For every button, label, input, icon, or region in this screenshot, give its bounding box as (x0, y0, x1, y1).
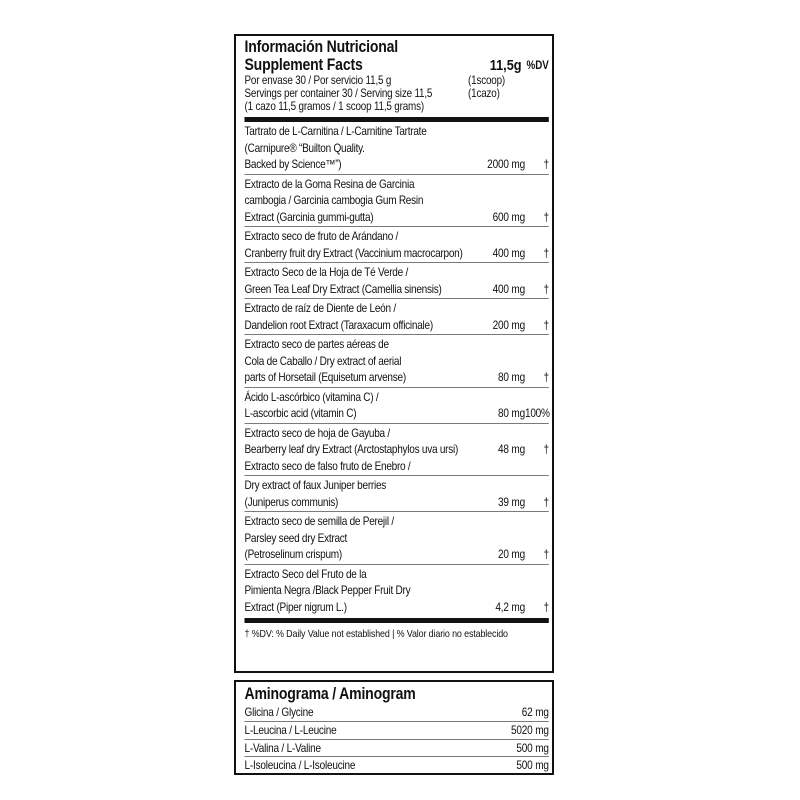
ingredient-name-text: Tartrato de L-Carnitina / L-Carnitine Tartrate (244, 124, 427, 139)
ingredient-line (245, 389, 549, 406)
ingredients-list (245, 122, 549, 616)
ingredient-daily-value: † (543, 494, 549, 509)
ingredient-name-text: Green Tea Leaf Dry Extract (Camellia sinensis) (244, 281, 442, 296)
ingredient-daily-value: † (543, 245, 549, 260)
panel-title-spanish: Información Nutricional (244, 38, 399, 56)
daily-value-footnote: † %DV: % Daily Value not established | % Valor diario no establecido (244, 628, 508, 641)
scoop-note: (1scoop) (468, 73, 506, 87)
aminogram-row (245, 721, 549, 739)
scoop-note: (1cazo) (468, 86, 500, 100)
ingredient-row (245, 226, 549, 262)
ingredient-line (245, 192, 549, 209)
ingredient-name-text: Extracto Seco del Fruto de la (244, 566, 367, 581)
ingredient-amount: 400 mg (492, 245, 525, 260)
serving-info-text: Por envase 30 / Por servicio 11,5 g (244, 73, 392, 87)
serving-info-line (245, 100, 549, 113)
amino-amount: 500 mg (516, 740, 549, 755)
ingredient-daily-value: 100% (525, 406, 550, 421)
ingredient-line (245, 369, 549, 386)
ingredient-amount: 80 mg (497, 370, 525, 385)
ingredient-name-text: Extracto seco de partes aéreas de (244, 337, 389, 352)
ingredient-daily-value: † (543, 547, 549, 562)
ingredient-row (245, 511, 549, 564)
ingredient-daily-value: † (543, 281, 549, 296)
ingredient-amount: 200 mg (492, 317, 525, 332)
ingredient-daily-value: † (543, 157, 549, 172)
ingredient-line (245, 599, 549, 616)
ingredient-name-text: Pimienta Negra /Black Pepper Fruit Dry (244, 583, 411, 598)
ingredient-line (245, 176, 549, 193)
ingredient-daily-value: † (543, 599, 549, 614)
serving-info-line (245, 87, 549, 100)
ingredient-row (245, 475, 549, 511)
ingredient-line (245, 317, 549, 334)
ingredient-amount: 4,2 mg (495, 599, 525, 614)
ingredient-row (245, 334, 549, 387)
ingredient-name-text: (Carnipure® “Builton Quality. (244, 140, 365, 155)
ingredient-line (245, 441, 549, 458)
ingredient-name-text: (Petroselinum crispum) (244, 547, 342, 562)
serving-info-text: Servings per container 30 / Serving size 11,5 (244, 86, 433, 100)
ingredient-line (245, 123, 549, 140)
amino-amount: 5020 mg (510, 722, 549, 737)
ingredient-line (245, 530, 549, 547)
ingredient-name-text: Extract (Garcinia gummi-gutta) (244, 209, 374, 224)
scoop-note (468, 100, 549, 113)
ingredient-row (245, 122, 549, 174)
aminogram-panel (234, 680, 554, 775)
ingredient-name-text: Ácido L-ascórbico (vitamina C) / (244, 389, 379, 404)
ingredient-row (245, 262, 549, 298)
ingredient-row (245, 298, 549, 334)
panel-title-row (245, 57, 549, 74)
ingredient-name-text: Bearberry leaf dry Extract (Arctostaphylos uva ursi) (244, 442, 459, 457)
ingredient-line (245, 336, 549, 353)
ingredient-name-text: Dandelion root Extract (Taraxacum officinale) (244, 317, 433, 332)
ingredient-line (245, 458, 549, 475)
ingredient-name-text: Cranberry fruit dry Extract (Vaccinium macrocarpon) (244, 245, 463, 260)
serving-info-line (245, 74, 549, 87)
ingredient-amount: 2000 mg (487, 157, 525, 172)
ingredient-name-text: Extracto Seco de la Hoja de Té Verde / (244, 265, 408, 280)
aminogram-title: Aminograma / Aminogram (244, 685, 416, 703)
amino-name: L-Valina / L-Valine (244, 740, 321, 755)
ingredient-line (245, 300, 549, 317)
ingredient-amount: 600 mg (492, 209, 525, 224)
ingredient-name-text: Extracto de raíz de Diente de León / (244, 301, 396, 316)
ingredient-amount: 20 mg (497, 547, 525, 562)
ingredient-name-text: Extracto seco de falso fruto de Enebro / (244, 458, 411, 473)
daily-value-column-header: %DV (526, 59, 549, 72)
ingredient-name-text: Dry extract of faux Juniper berries (244, 478, 387, 493)
ingredient-line (245, 209, 549, 226)
ingredient-amount: 39 mg (497, 494, 525, 509)
ingredient-line (245, 546, 549, 563)
ingredient-name-text: Extracto de la Goma Resina de Garcinia (244, 176, 415, 191)
ingredient-name-text: Extracto seco de hoja de Gayuba / (244, 425, 390, 440)
ingredient-name-text: Extracto seco de semilla de Perejil / (244, 514, 394, 529)
aminogram-row (245, 704, 549, 721)
ingredient-name-text: (Juniperus communis) (244, 494, 339, 509)
ingredient-line (245, 477, 549, 494)
ingredient-name-text: Extract (Piper nigrum L.) (244, 599, 347, 614)
ingredient-daily-value: † (543, 209, 549, 224)
ingredient-name-text: L-ascorbic acid (vitamin C) (244, 406, 357, 421)
ingredient-row (245, 564, 549, 617)
ingredient-line (245, 281, 549, 298)
aminogram-rows (245, 704, 549, 774)
serving-size-value: 11,5g (489, 56, 522, 74)
panel-title-english: Supplement Facts (244, 55, 363, 74)
ingredient-line (245, 494, 549, 511)
ingredient-row (245, 423, 549, 476)
supplement-facts-panel (234, 34, 554, 673)
ingredient-line (245, 513, 549, 530)
ingredient-line (245, 405, 549, 422)
supplement-facts-content (236, 36, 552, 641)
ingredient-amount: 48 mg (497, 442, 525, 457)
aminogram-content (236, 682, 552, 774)
ingredient-amount: 80 mg (497, 406, 525, 421)
amino-name: L-Isoleucina / L-Isoleucine (244, 758, 356, 773)
ingredient-name-text: Cola de Caballo / Dry extract of aerial (244, 353, 402, 368)
ingredient-row (245, 387, 549, 423)
ingredient-line (245, 425, 549, 442)
ingredient-daily-value: † (543, 370, 549, 385)
ingredient-line (245, 353, 549, 370)
ingredient-line (245, 156, 549, 173)
ingredient-daily-value: † (543, 317, 549, 332)
ingredient-name-text: Parsley seed dry Extract (244, 530, 348, 545)
amino-amount: 500 mg (516, 758, 549, 773)
ingredient-name-text: Backed by Science™”) (244, 157, 342, 172)
serving-info-text: (1 cazo 11,5 gramos / 1 scoop 11,5 grams) (244, 100, 424, 114)
ingredient-line (245, 245, 549, 262)
ingredient-line (245, 140, 549, 157)
ingredient-name-text: parts of Horsetail (Equisetum arvense) (244, 370, 406, 385)
ingredient-line (245, 582, 549, 599)
ingredient-line (245, 264, 549, 281)
amino-amount: 62 mg (521, 705, 549, 719)
ingredient-name-text: cambogia / Garcinia cambogia Gum Resin (244, 193, 424, 208)
aminogram-row (245, 756, 549, 774)
ingredient-row (245, 174, 549, 227)
aminogram-row (245, 739, 549, 757)
amino-name: L-Leucina / L-Leucine (244, 722, 337, 737)
ingredient-daily-value: † (543, 442, 549, 457)
ingredient-amount: 400 mg (492, 281, 525, 296)
ingredient-line (245, 566, 549, 583)
ingredient-line (245, 228, 549, 245)
ingredient-name-text: Extracto seco de fruto de Arándano / (244, 229, 399, 244)
amino-name: Glicina / Glycine (244, 705, 314, 719)
